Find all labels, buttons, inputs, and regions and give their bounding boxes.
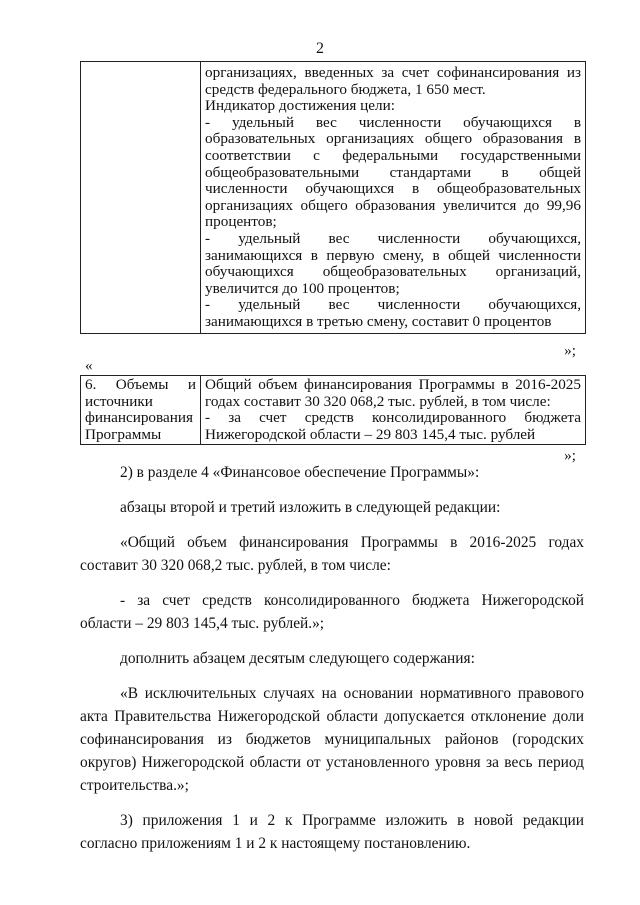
indicator-paragraph-2: - удельный вес численности обучающихся в образовательных организациях общего образования в соответствии с федеральными государственными общеобразовательными стандартами в общей численности обучающихся в общеобразовательных организациях общего образования увеличится до 99,96 процентов;: [205, 113, 581, 231]
indicator-table: [80, 61, 586, 334]
indicator-paragraph-4: - удельный вес численности обучающихся, занимающихся в третью смену, составит 0 процентов: [205, 296, 581, 330]
body-paragraph-4: - за счет средств консолидированного бюджета Нижегородской области – 29 803 145,4 тыс. рублей.»;: [80, 592, 584, 632]
table-cell-financing-text: [201, 376, 586, 445]
indicator-paragraph-0: организациях, введенных за счет софинансирования из средств федерального бюджета, 1 650 мест.: [205, 64, 581, 98]
body-paragraph-7: 3) приложения 1 и 2 к Программе изложить в новой редакции согласно приложениям 1 и 2 к настоящему постановлению.: [80, 812, 584, 852]
indicator-paragraph-1: Индикатор достижения цели:: [205, 97, 395, 115]
closing-quote: »;: [564, 342, 576, 359]
closing-quote: »;: [564, 447, 576, 464]
financing-table: [80, 375, 586, 445]
table-row: [81, 376, 586, 445]
table-cell-left-empty: [81, 62, 201, 334]
body-paragraph-2: абзацы второй и третий изложить в следующей редакции:: [120, 499, 501, 516]
table-cell-financing-label: 6. Объемы и источники финансирования Программы: [81, 376, 201, 445]
indicator-paragraph-3: - удельный вес численности обучающихся, занимающихся в первую смену, в общей численности обучающихся общеобразовательных организаций, увеличится до 100 процентов;: [205, 229, 581, 297]
table-cell-indicators: [201, 62, 586, 334]
opening-quote: «: [85, 357, 93, 374]
body-paragraph-6: «В исключительных случаях на основании нормативного правового акта Правительства Нижегородской области допускается отклонение доли софинансирования из бюджетов муниципальных районов (городских округов) Нижегородской области от установленного уровня за весь период строительства.»;: [80, 685, 584, 794]
body-paragraph-3: «Общий объем финансирования Программы в 2016-2025 годах составит 30 320 068,2 тыс. рублей, в том числе:: [80, 534, 584, 574]
body-paragraph-5: дополнить абзацем десятым следующего содержания:: [120, 650, 475, 667]
financing-paragraph-1: - за счет средств консолидированного бюджета Нижегородской области – 29 803 145,4 тыс. рублей: [205, 409, 581, 443]
body-paragraph-1: 2) в разделе 4 «Финансовое обеспечение Программы»:: [120, 464, 480, 481]
document-body: [80, 461, 584, 855]
financing-paragraph-0: Общий объем финансирования Программы в 2016-2025 годах составит 30 320 068,2 тыс. рублей, в том числе:: [205, 376, 581, 410]
page-number: 2: [316, 40, 324, 57]
table-row: [81, 62, 586, 334]
